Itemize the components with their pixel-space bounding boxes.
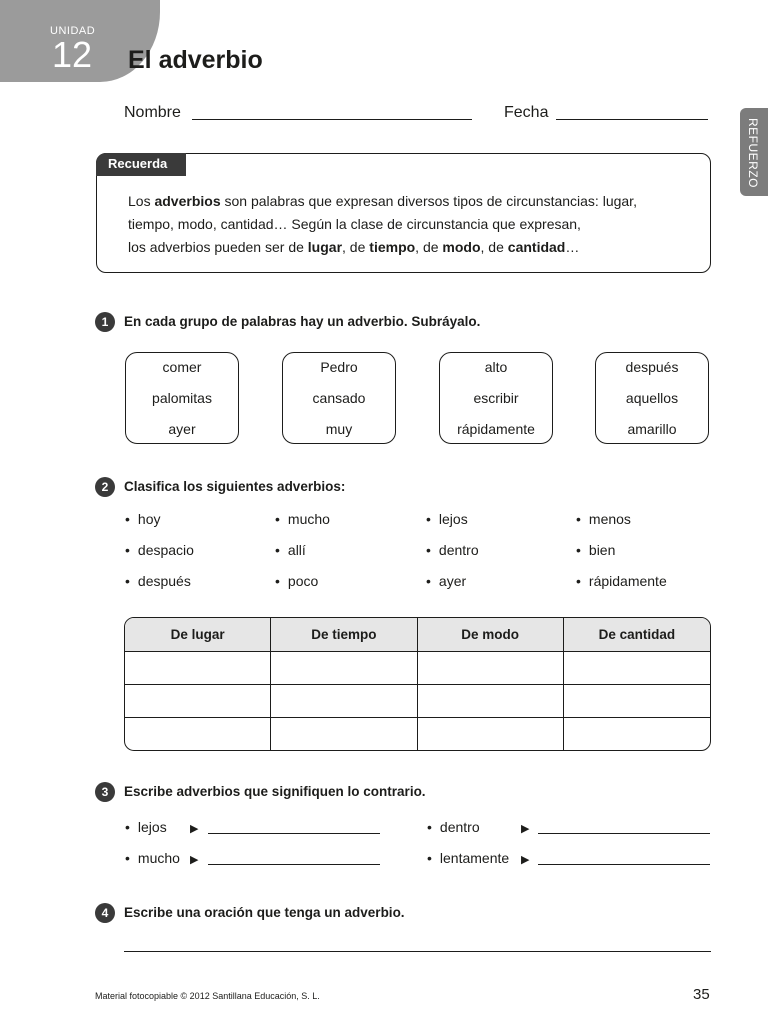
adverb-item: • después [125, 573, 191, 589]
adverb-item: • menos [576, 511, 631, 527]
adverb-item: • despacio [125, 542, 194, 558]
table-cell[interactable] [125, 652, 271, 685]
side-tab [740, 108, 768, 196]
word[interactable]: palomitas [152, 390, 212, 406]
table-row [125, 652, 710, 685]
table-header: De lugar [125, 618, 271, 652]
table-header: De cantidad [564, 618, 710, 652]
word-group-1 [125, 352, 239, 444]
table-header: De modo [418, 618, 564, 652]
question-3-text: Escribe adverbios que signifiquen lo contrario. [124, 784, 426, 799]
recuerda-tag: Recuerda [96, 153, 186, 176]
table-cell[interactable] [564, 652, 710, 685]
word[interactable]: después [625, 359, 679, 375]
page-number: 35 [693, 986, 710, 1003]
word-group-2 [282, 352, 396, 444]
adverb-item: • poco [275, 573, 318, 589]
word[interactable]: cansado [312, 390, 366, 406]
unit-label: UNIDAD [50, 25, 96, 37]
answer-line[interactable] [208, 833, 380, 834]
classification-table [124, 617, 711, 751]
table-cell[interactable] [418, 685, 564, 718]
adverb-item: • mucho [275, 511, 330, 527]
date-label: Fecha [504, 104, 549, 121]
word[interactable]: alto [484, 359, 508, 375]
arrow-icon: ▶ [521, 823, 530, 835]
word[interactable]: comer [162, 359, 202, 375]
arrow-icon: ▶ [190, 823, 199, 835]
date-field[interactable] [556, 119, 708, 120]
adverb-item: • lejos [426, 511, 468, 527]
question-number-2: 2 [95, 477, 115, 497]
table-cell[interactable] [271, 652, 417, 685]
word[interactable]: Pedro [320, 359, 358, 375]
table-row [125, 718, 710, 750]
table-cell[interactable] [564, 685, 710, 718]
adverb-item: • hoy [125, 511, 160, 527]
word[interactable]: escribir [473, 390, 519, 406]
opposite-item: • dentro [427, 819, 480, 835]
table-cell[interactable] [418, 718, 564, 750]
table-row [125, 685, 710, 718]
name-label: Nombre [124, 104, 181, 121]
adverb-item: • dentro [426, 542, 479, 558]
answer-line[interactable] [538, 833, 710, 834]
answer-line[interactable] [538, 864, 710, 865]
recuerda-text: Los adverbios son palabras que expresan diversos tipos de circunstancias: lugar, tiempo, modo, cantidad… Según la clase de circunstancia que expresan, los adverbios pueden ser de lugar, de tiempo, de modo, de cantidad… [128, 193, 637, 255]
adverb-item: • bien [576, 542, 615, 558]
page-title: El adverbio [128, 46, 263, 74]
question-1-text: En cada grupo de palabras hay un adverbio. Subráyalo. [124, 314, 481, 329]
answer-line[interactable] [208, 864, 380, 865]
table-cell[interactable] [418, 652, 564, 685]
word[interactable]: rápidamente [457, 421, 535, 437]
arrow-icon: ▶ [521, 854, 530, 866]
word[interactable]: muy [325, 421, 353, 437]
question-2-text: Clasifica los siguientes adverbios: [124, 479, 346, 494]
question-4-text: Escribe una oración que tenga un adverbio. [124, 905, 405, 920]
question-number-3: 3 [95, 782, 115, 802]
table-cell[interactable] [271, 685, 417, 718]
sentence-answer-line[interactable] [124, 951, 711, 952]
table-cell[interactable] [125, 718, 271, 750]
adverb-item: • rápidamente [576, 573, 667, 589]
word-group-4 [595, 352, 709, 444]
word[interactable]: amarillo [627, 421, 677, 437]
side-tab-label: REFUERZO [746, 118, 760, 188]
opposite-item: • lentamente [427, 850, 509, 866]
table-cell[interactable] [271, 718, 417, 750]
copyright: Material fotocopiable © 2012 Santillana Educación, S. L. [95, 991, 320, 1001]
opposite-item: • mucho [125, 850, 180, 866]
name-field[interactable] [192, 119, 472, 120]
word-group-3 [439, 352, 553, 444]
word[interactable]: aquellos [625, 390, 679, 406]
unit-number: 12 [52, 34, 93, 75]
opposite-item: • lejos [125, 819, 167, 835]
question-number-1: 1 [95, 312, 115, 332]
table-cell[interactable] [564, 718, 710, 750]
table-header: De tiempo [271, 618, 417, 652]
arrow-icon: ▶ [190, 854, 199, 866]
word[interactable]: ayer [168, 421, 196, 437]
question-number-4: 4 [95, 903, 115, 923]
adverb-item: • allí [275, 542, 306, 558]
adverb-item: • ayer [426, 573, 466, 589]
table-cell[interactable] [125, 685, 271, 718]
